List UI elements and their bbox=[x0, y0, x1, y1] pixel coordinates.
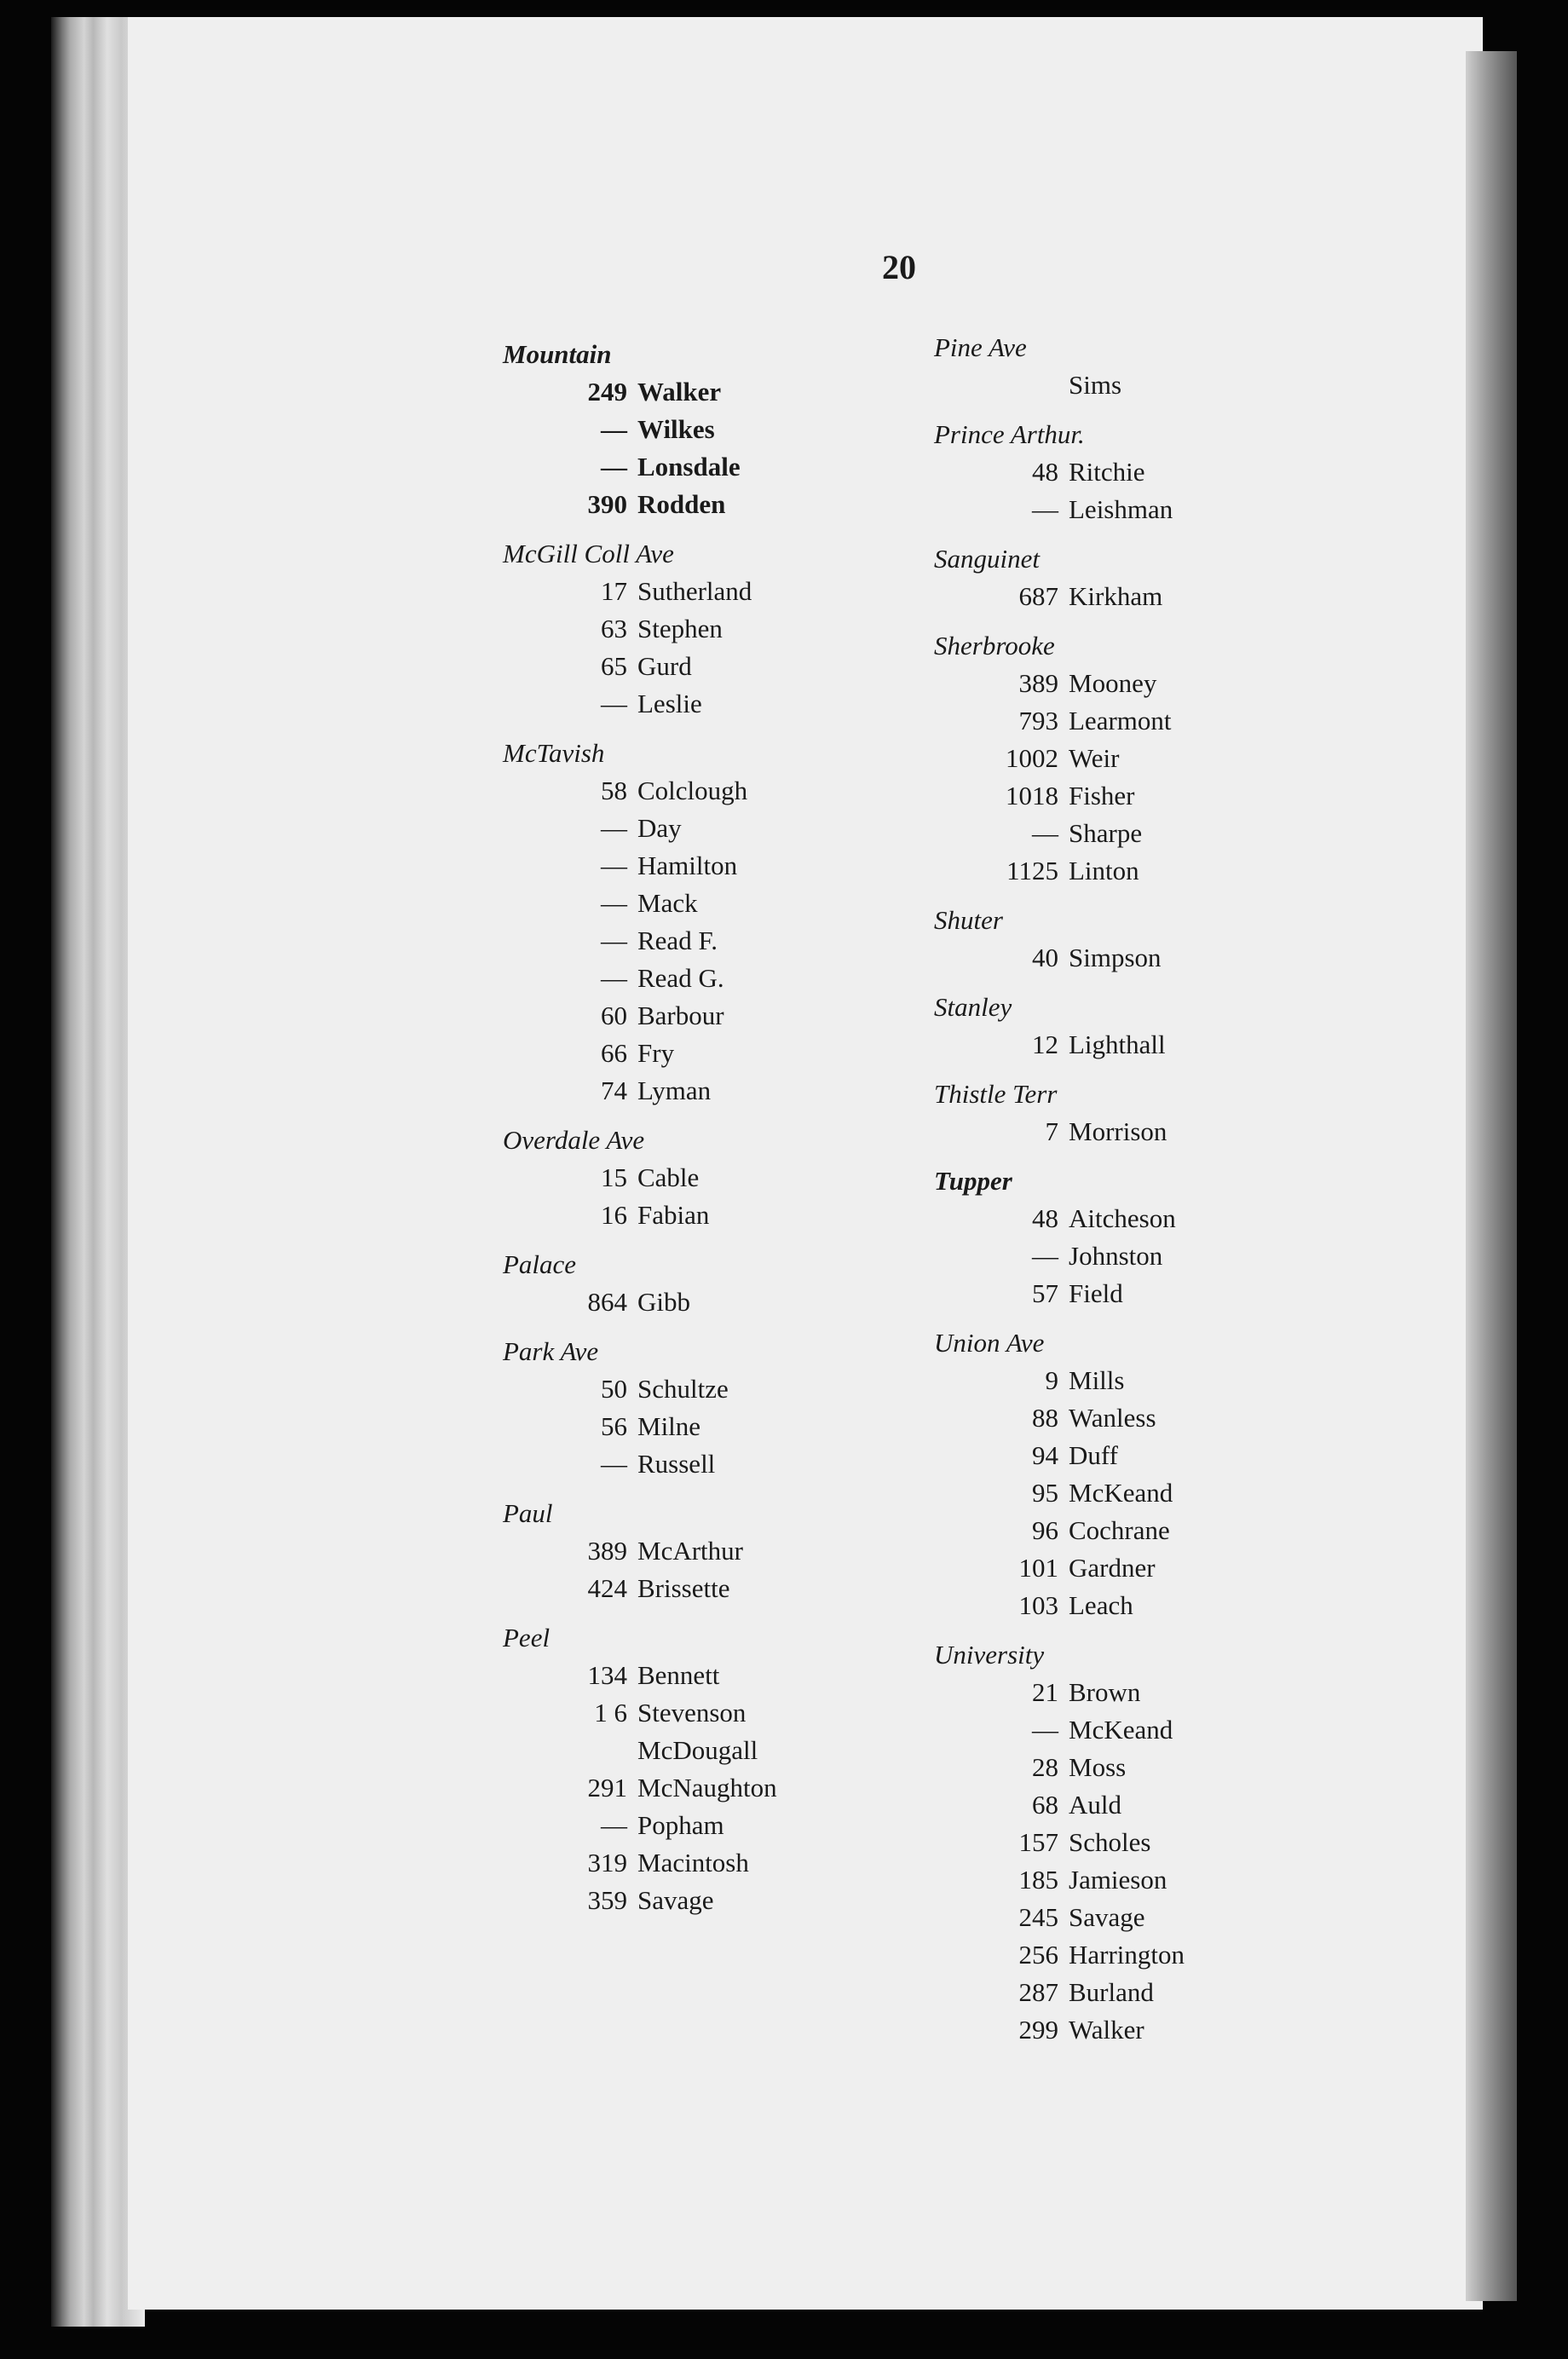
house-number: 864 bbox=[587, 1287, 627, 1317]
directory-entry bbox=[934, 939, 1185, 977]
house-number: — bbox=[601, 813, 627, 843]
resident-name: Savage bbox=[1069, 1902, 1145, 1932]
resident-name: Johnston bbox=[1069, 1241, 1163, 1271]
resident-name: Read G. bbox=[637, 963, 724, 993]
house-number: 50 bbox=[601, 1374, 627, 1404]
resident-name: Harrington bbox=[1069, 1940, 1185, 1970]
resident-name: Fisher bbox=[1069, 781, 1135, 810]
house-number: 96 bbox=[1032, 1515, 1058, 1545]
resident-name: Hamilton bbox=[637, 851, 738, 880]
resident-name: Leishman bbox=[1069, 494, 1173, 524]
street-heading: Tupper bbox=[934, 1166, 1012, 1196]
resident-name: Rodden bbox=[637, 489, 726, 519]
house-number: — bbox=[601, 963, 627, 993]
house-number: 359 bbox=[587, 1885, 627, 1915]
house-number: 299 bbox=[1018, 2015, 1058, 2045]
directory-entry bbox=[934, 2011, 1185, 2049]
house-number: 95 bbox=[1032, 1478, 1058, 1508]
directory-entry bbox=[503, 1657, 777, 1694]
resident-name: Read F. bbox=[637, 926, 718, 955]
resident-name: Weir bbox=[1069, 743, 1120, 773]
resident-name: Fry bbox=[637, 1038, 675, 1068]
directory-entry bbox=[503, 1408, 777, 1445]
resident-name: Day bbox=[637, 813, 682, 843]
street-heading: Stanley bbox=[934, 992, 1012, 1022]
directory-entry bbox=[503, 411, 777, 448]
house-number: 389 bbox=[1018, 668, 1058, 698]
resident-name: McDougall bbox=[637, 1735, 758, 1765]
directory-entry bbox=[503, 810, 777, 847]
page-number: 20 bbox=[882, 248, 916, 286]
directory-entry bbox=[503, 772, 777, 810]
resident-name: Bennett bbox=[637, 1660, 720, 1690]
house-number: 256 bbox=[1018, 1940, 1058, 1970]
directory-entry bbox=[503, 448, 777, 486]
resident-name: Brown bbox=[1069, 1677, 1141, 1707]
directory-entry bbox=[934, 740, 1185, 777]
directory-entry bbox=[503, 486, 777, 523]
directory-entry bbox=[934, 1974, 1185, 2011]
street-heading: Sherbrooke bbox=[934, 631, 1055, 660]
resident-name: Leslie bbox=[637, 689, 702, 718]
house-number: 1018 bbox=[1006, 781, 1058, 810]
directory-entry bbox=[934, 1824, 1185, 1861]
street-heading: Peel bbox=[503, 1623, 551, 1652]
house-number: 389 bbox=[587, 1536, 627, 1566]
house-number: 60 bbox=[601, 1001, 627, 1030]
resident-name: Sharpe bbox=[1069, 818, 1143, 848]
directory-entry bbox=[934, 1474, 1185, 1512]
house-number: 319 bbox=[587, 1848, 627, 1877]
directory-entry bbox=[503, 1570, 777, 1607]
house-number: 15 bbox=[601, 1162, 627, 1192]
directory-entry bbox=[503, 997, 777, 1035]
street-heading: Thistle Terr bbox=[934, 1079, 1058, 1109]
house-number: — bbox=[601, 1810, 627, 1840]
house-number: — bbox=[1032, 1715, 1058, 1745]
resident-name: Burland bbox=[1069, 1977, 1154, 2007]
resident-name: Wilkes bbox=[637, 414, 715, 444]
resident-name: Mooney bbox=[1069, 668, 1157, 698]
house-number: 249 bbox=[587, 377, 627, 407]
street-heading: McTavish bbox=[503, 738, 605, 768]
directory-entry bbox=[934, 1399, 1185, 1437]
house-number: 48 bbox=[1032, 457, 1058, 487]
directory-entry bbox=[934, 815, 1185, 852]
house-number: — bbox=[1032, 494, 1058, 524]
resident-name: Sutherland bbox=[637, 576, 752, 606]
house-number: 9 bbox=[1045, 1365, 1058, 1395]
street-heading: McGill Coll Ave bbox=[503, 539, 674, 568]
house-number: 1 6 bbox=[594, 1698, 627, 1727]
street-heading: Palace bbox=[503, 1249, 577, 1279]
directory-entry bbox=[503, 1844, 777, 1882]
directory-entry bbox=[934, 453, 1185, 491]
resident-name: Brissette bbox=[637, 1573, 730, 1603]
resident-name: Mills bbox=[1069, 1365, 1125, 1395]
house-number: 94 bbox=[1032, 1440, 1058, 1470]
house-number: — bbox=[1032, 818, 1058, 848]
house-number: — bbox=[601, 1449, 627, 1479]
street-heading: Shuter bbox=[934, 905, 1003, 935]
street-heading: University bbox=[934, 1640, 1045, 1670]
directory-entry bbox=[934, 1237, 1185, 1275]
page-gutter-shadow bbox=[1466, 51, 1517, 2301]
house-number: 157 bbox=[1018, 1827, 1058, 1857]
resident-name: Auld bbox=[1069, 1790, 1121, 1820]
resident-name: Sims bbox=[1069, 370, 1122, 400]
directory-entry bbox=[503, 1694, 777, 1732]
house-number: 424 bbox=[587, 1573, 627, 1603]
resident-name: McArthur bbox=[637, 1536, 743, 1566]
resident-name: Cochrane bbox=[1069, 1515, 1170, 1545]
resident-name: Lyman bbox=[637, 1076, 712, 1105]
house-number: 287 bbox=[1018, 1977, 1058, 2007]
directory-entry bbox=[934, 1587, 1185, 1624]
resident-name: McKeand bbox=[1069, 1478, 1173, 1508]
directory-entry bbox=[934, 702, 1185, 740]
directory-entry bbox=[934, 366, 1185, 404]
resident-name: Cable bbox=[637, 1162, 700, 1192]
house-number: 65 bbox=[601, 651, 627, 681]
resident-name: Gardner bbox=[1069, 1553, 1156, 1583]
right-column bbox=[934, 329, 1185, 2049]
house-number: 48 bbox=[1032, 1203, 1058, 1233]
resident-name: Field bbox=[1069, 1278, 1123, 1308]
house-number: 185 bbox=[1018, 1865, 1058, 1895]
house-number: 1002 bbox=[1006, 743, 1058, 773]
directory-entry bbox=[934, 1674, 1185, 1711]
resident-name: Walker bbox=[637, 377, 722, 407]
house-number: 74 bbox=[601, 1076, 627, 1105]
house-number: 40 bbox=[1032, 943, 1058, 972]
house-number: 134 bbox=[587, 1660, 627, 1690]
directory-entry bbox=[934, 491, 1185, 528]
house-number: 793 bbox=[1018, 706, 1058, 735]
directory-entry bbox=[503, 847, 777, 885]
resident-name: Milne bbox=[637, 1411, 701, 1441]
house-number: 390 bbox=[587, 489, 627, 519]
resident-name: Fabian bbox=[637, 1200, 710, 1230]
directory-entry bbox=[503, 1445, 777, 1483]
house-number: 88 bbox=[1032, 1403, 1058, 1433]
resident-name: Linton bbox=[1069, 856, 1139, 885]
resident-name: Gibb bbox=[637, 1287, 690, 1317]
resident-name: Wanless bbox=[1069, 1403, 1156, 1433]
resident-name: Learmont bbox=[1069, 706, 1172, 735]
house-number: 7 bbox=[1045, 1116, 1058, 1146]
directory-entry bbox=[934, 777, 1185, 815]
resident-name: Schultze bbox=[637, 1374, 729, 1404]
resident-name: Barbour bbox=[637, 1001, 724, 1030]
house-number: — bbox=[601, 926, 627, 955]
directory-entry bbox=[503, 960, 777, 997]
house-number: 56 bbox=[601, 1411, 627, 1441]
resident-name: Stephen bbox=[637, 614, 723, 643]
directory-entry bbox=[934, 1275, 1185, 1312]
resident-name: Russell bbox=[637, 1449, 716, 1479]
resident-name: Scholes bbox=[1069, 1827, 1151, 1857]
house-number: 291 bbox=[587, 1773, 627, 1802]
directory-entry bbox=[934, 1936, 1185, 1974]
directory-entry bbox=[934, 1861, 1185, 1899]
street-heading: Prince Arthur. bbox=[934, 419, 1085, 449]
resident-name: Morrison bbox=[1069, 1116, 1167, 1146]
house-number: 68 bbox=[1032, 1790, 1058, 1820]
directory-entry bbox=[934, 1113, 1185, 1151]
resident-name: Savage bbox=[637, 1885, 714, 1915]
house-number: 66 bbox=[601, 1038, 627, 1068]
street-heading: Pine Ave bbox=[934, 332, 1027, 362]
house-number: 63 bbox=[601, 614, 627, 643]
resident-name: McKeand bbox=[1069, 1715, 1173, 1745]
resident-name: Macintosh bbox=[637, 1848, 749, 1877]
resident-name: Walker bbox=[1069, 2015, 1144, 2045]
resident-name: Popham bbox=[637, 1810, 724, 1840]
directory-entry bbox=[934, 1437, 1185, 1474]
directory-entry bbox=[934, 1549, 1185, 1587]
house-number: — bbox=[601, 851, 627, 880]
directory-entry bbox=[503, 885, 777, 922]
directory-entry bbox=[503, 1882, 777, 1919]
resident-name: Simpson bbox=[1069, 943, 1162, 972]
resident-name: Kirkham bbox=[1069, 581, 1163, 611]
directory-entry bbox=[934, 852, 1185, 890]
directory-entry bbox=[503, 1035, 777, 1072]
resident-name: Lonsdale bbox=[637, 452, 741, 482]
directory-entry bbox=[934, 1749, 1185, 1786]
directory-entry bbox=[503, 685, 777, 723]
house-number: 17 bbox=[601, 576, 627, 606]
house-number: — bbox=[601, 689, 627, 718]
document-page bbox=[128, 17, 1483, 2310]
house-number: 245 bbox=[1018, 1902, 1058, 1932]
house-number: 28 bbox=[1032, 1752, 1058, 1782]
house-number: 12 bbox=[1032, 1030, 1058, 1059]
resident-name: Lighthall bbox=[1069, 1030, 1166, 1059]
house-number: — bbox=[601, 888, 627, 918]
resident-name: McNaughton bbox=[637, 1773, 777, 1802]
house-number: 58 bbox=[601, 776, 627, 805]
directory-entry bbox=[503, 573, 777, 610]
directory-entry bbox=[503, 610, 777, 648]
directory-entry bbox=[934, 1711, 1185, 1749]
house-number: 57 bbox=[1032, 1278, 1058, 1308]
directory-entry bbox=[503, 373, 777, 411]
resident-name: Duff bbox=[1069, 1440, 1118, 1470]
house-number: — bbox=[601, 452, 627, 482]
street-heading: Union Ave bbox=[934, 1328, 1045, 1358]
directory-entry bbox=[503, 922, 777, 960]
directory-entry bbox=[934, 1512, 1185, 1549]
left-column bbox=[503, 336, 777, 1919]
house-number: — bbox=[601, 414, 627, 444]
resident-name: Moss bbox=[1069, 1752, 1127, 1782]
directory-entry bbox=[503, 1807, 777, 1844]
directory-entry bbox=[934, 1899, 1185, 1936]
resident-name: Gurd bbox=[637, 651, 692, 681]
directory-entry bbox=[503, 1769, 777, 1807]
resident-name: Leach bbox=[1069, 1590, 1133, 1620]
resident-name: Colclough bbox=[637, 776, 748, 805]
resident-name: Jamieson bbox=[1069, 1865, 1167, 1895]
house-number: 103 bbox=[1018, 1590, 1058, 1620]
directory-entry bbox=[503, 1283, 777, 1321]
street-heading: Mountain bbox=[503, 339, 612, 369]
resident-name: Ritchie bbox=[1069, 457, 1145, 487]
directory-entry bbox=[503, 1159, 777, 1197]
directory-entry bbox=[503, 648, 777, 685]
directory-entry bbox=[503, 1732, 777, 1769]
directory-entry bbox=[934, 1200, 1185, 1237]
street-heading: Paul bbox=[503, 1498, 553, 1528]
street-heading: Park Ave bbox=[503, 1336, 599, 1366]
directory-entry bbox=[934, 1362, 1185, 1399]
directory-entry bbox=[503, 1072, 777, 1110]
directory-entry bbox=[503, 1370, 777, 1408]
resident-name: Mack bbox=[637, 888, 698, 918]
directory-entry bbox=[934, 578, 1185, 615]
street-heading: Sanguinet bbox=[934, 544, 1040, 574]
directory-entry bbox=[503, 1197, 777, 1234]
house-number: — bbox=[1032, 1241, 1058, 1271]
directory-entry bbox=[934, 665, 1185, 702]
resident-name: Aitcheson bbox=[1069, 1203, 1176, 1233]
street-heading: Overdale Ave bbox=[503, 1125, 645, 1155]
house-number: 687 bbox=[1018, 581, 1058, 611]
house-number: 16 bbox=[601, 1200, 627, 1230]
resident-name: Stevenson bbox=[637, 1698, 747, 1727]
directory-entry bbox=[503, 1532, 777, 1570]
directory-entry bbox=[934, 1786, 1185, 1824]
house-number: 21 bbox=[1032, 1677, 1058, 1707]
house-number: 101 bbox=[1018, 1553, 1058, 1583]
directory-entry bbox=[934, 1026, 1185, 1064]
house-number: 1125 bbox=[1006, 856, 1058, 885]
